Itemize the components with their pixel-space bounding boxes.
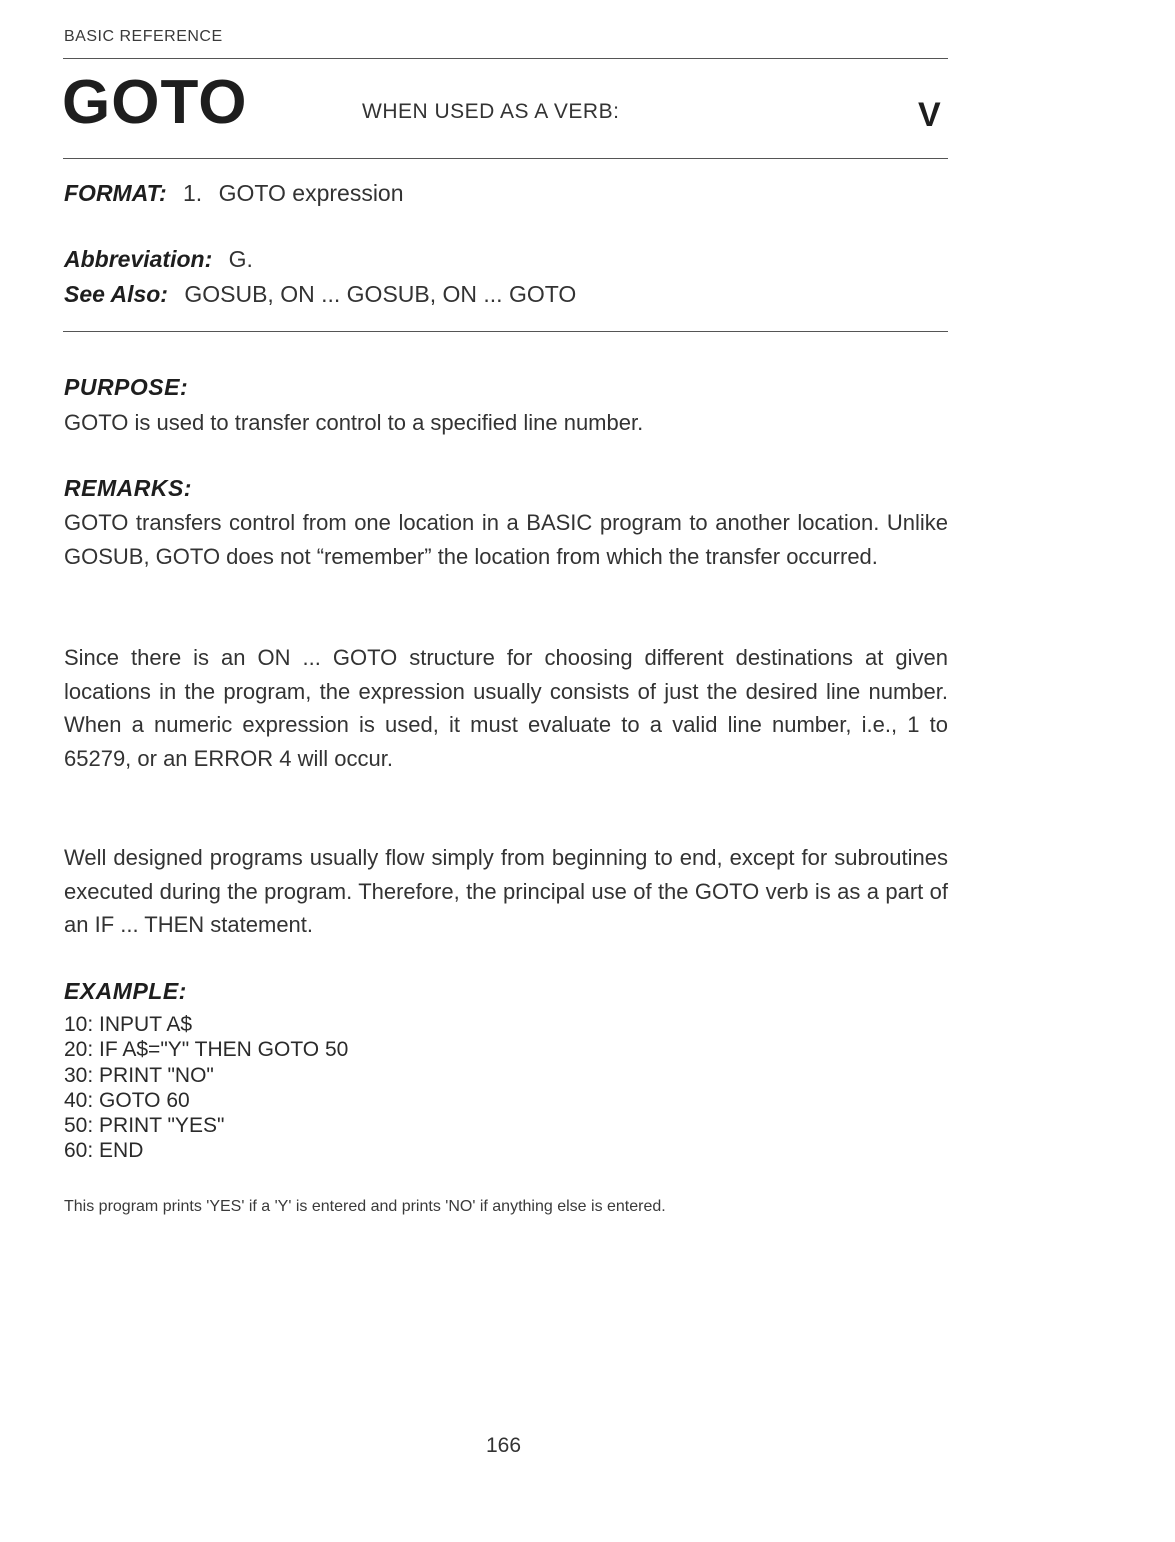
code-line: 40: GOTO 60 bbox=[64, 1088, 190, 1112]
abbreviation-value: G. bbox=[228, 246, 253, 272]
code-line: 30: PRINT "NO" bbox=[64, 1063, 214, 1087]
format-value: GOTO expression bbox=[218, 180, 404, 206]
title-rule bbox=[63, 158, 948, 159]
abbreviation-row bbox=[64, 246, 253, 273]
abbreviation-label: Abbreviation: bbox=[64, 246, 213, 272]
purpose-text: GOTO is used to transfer control to a specified line number. bbox=[64, 410, 644, 435]
code-line: 60: END bbox=[64, 1139, 144, 1163]
remarks-paragraph: Well designed programs usually flow simply from beginning to end, except for subroutines executed during the program. Therefore, the principal use of the GOTO verb is as a part of an IF ... THEN statement. bbox=[64, 845, 948, 937]
example-code bbox=[64, 1012, 348, 1164]
page-number: 166 bbox=[486, 1434, 522, 1457]
running-head: BASIC REFERENCE bbox=[64, 28, 223, 45]
see-also-row bbox=[64, 281, 576, 308]
page-title: GOTO bbox=[62, 68, 248, 137]
top-rule bbox=[63, 58, 948, 59]
remarks-paragraph: Since there is an ON ... GOTO structure for choosing different destinations at given locations in the program, the expression usually consists of just the desired line number. When a numeric expression is used, it must evaluate to a valid line number, i.e., 1 to 65279, or an ERROR 4 will occur. bbox=[64, 645, 948, 771]
fields-rule bbox=[63, 331, 948, 332]
format-number: 1. bbox=[183, 180, 203, 206]
type-letter: V bbox=[918, 96, 941, 134]
usage-label: WHEN USED AS A VERB: bbox=[362, 100, 620, 123]
code-line: 50: PRINT "YES" bbox=[64, 1114, 225, 1138]
see-also-label: See Also: bbox=[64, 281, 168, 307]
see-also-value: GOSUB, ON ... GOSUB, ON ... GOTO bbox=[184, 281, 577, 307]
example-heading: EXAMPLE: bbox=[64, 978, 187, 1004]
format-label: FORMAT: bbox=[64, 180, 167, 206]
example-caption: This program prints 'YES' if a 'Y' is entered and prints 'NO' if anything else is entered. bbox=[64, 1198, 666, 1215]
remarks-heading: REMARKS: bbox=[64, 475, 192, 501]
format-row bbox=[64, 180, 404, 207]
purpose-heading: PURPOSE: bbox=[64, 374, 189, 400]
code-line: 20: IF A$="Y" THEN GOTO 50 bbox=[64, 1038, 349, 1062]
code-line: 10: INPUT A$ bbox=[64, 1013, 193, 1036]
remarks-paragraph: GOTO transfers control from one location in a BASIC program to another location. Unlike GOSUB, GOTO does not “remember” the location from which the transfer occurred. bbox=[64, 510, 948, 569]
